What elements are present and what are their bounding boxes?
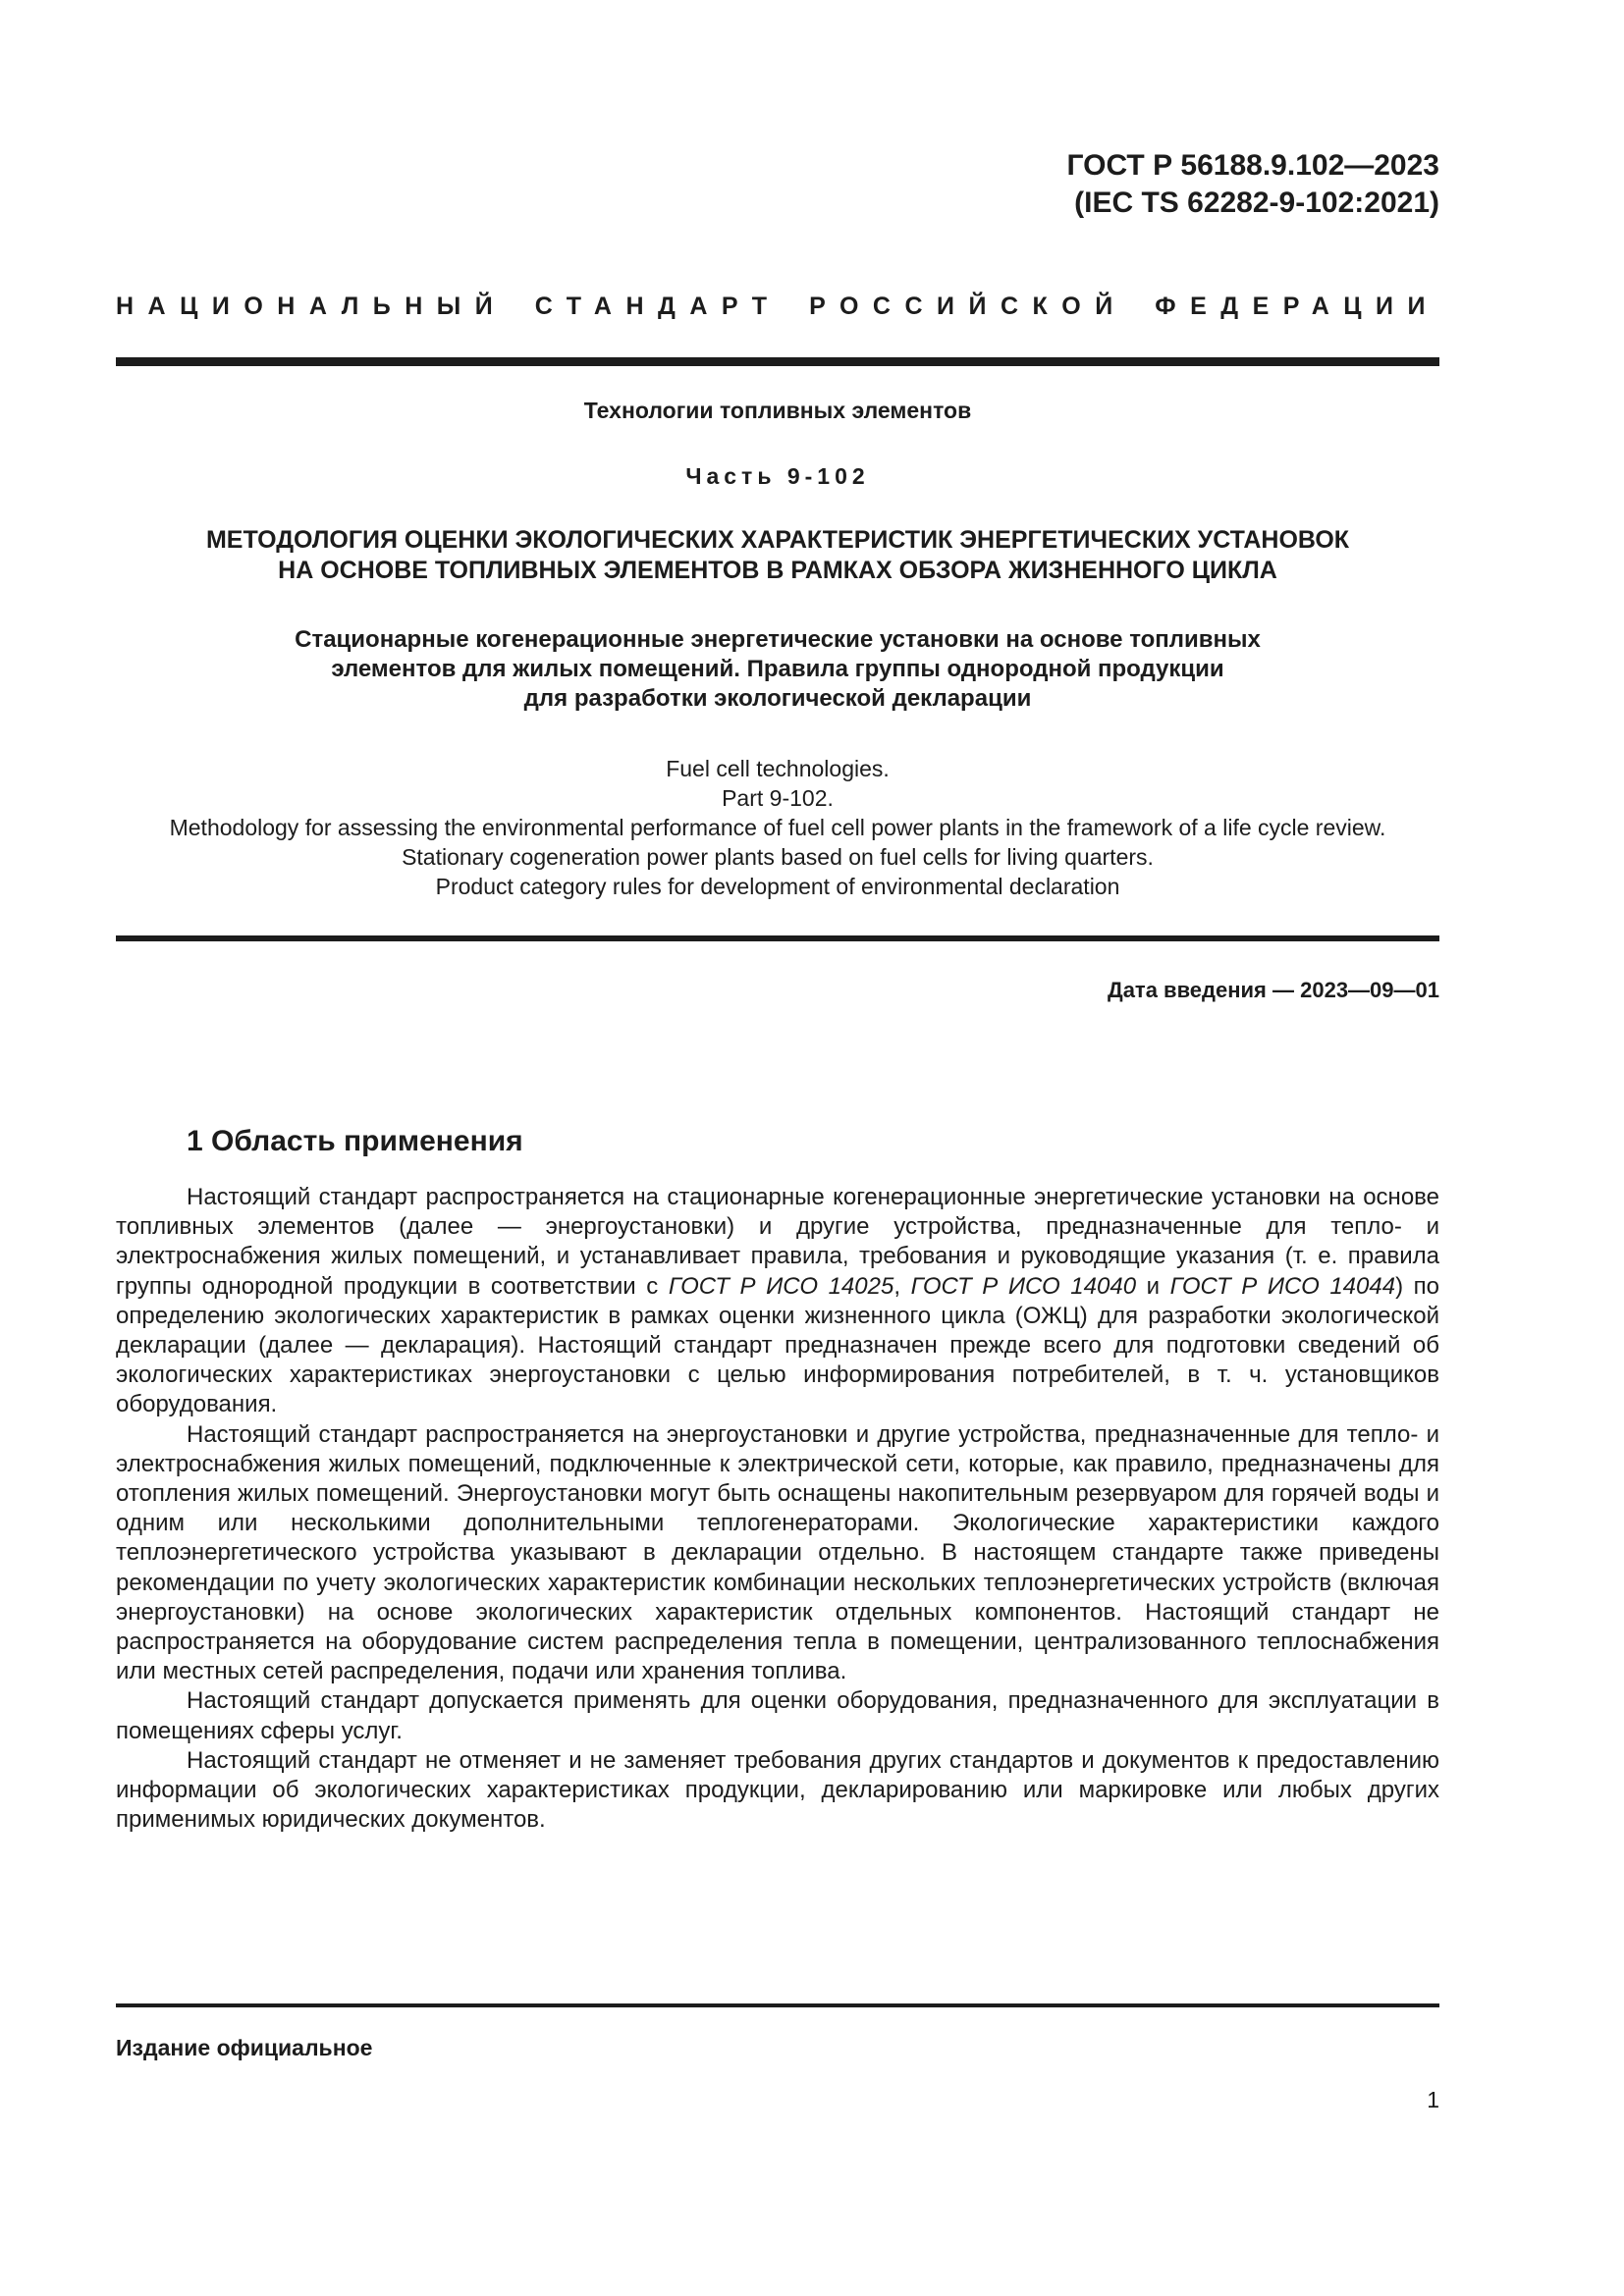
main-title-line: НА ОСНОВЕ ТОПЛИВНЫХ ЭЛЕМЕНТОВ В РАМКАХ ОБЗОРА ЖИЗНЕННОГО ЦИКЛА <box>278 557 1277 584</box>
english-title-line: Methodology for assessing the environmental performance of fuel cell power plants in the framework of a life cycle review. <box>169 815 1386 840</box>
separator-text: , <box>893 1272 911 1300</box>
subtitle-line: элементов для жилых помещений. Правила группы однородной продукции <box>331 656 1224 682</box>
technology-title: Технологии топливных элементов <box>583 398 972 423</box>
main-title <box>116 525 1439 586</box>
separator-text: и <box>1136 1272 1170 1300</box>
english-title <box>116 754 1439 901</box>
standard-number: ГОСТ Р 56188.9.102—2023 <box>1066 149 1439 182</box>
page-number: 1 <box>1427 2087 1439 2112</box>
main-title-line: МЕТОДОЛОГИЯ ОЦЕНКИ ЭКОЛОГИЧЕСКИХ ХАРАКТЕРИСТИК ЭНЕРГЕТИЧЕСКИХ УСТАНОВОК <box>205 526 1350 554</box>
introduction-date: Дата введения — 2023—09—01 <box>1108 978 1439 1002</box>
english-title-line: Fuel cell technologies. <box>666 756 890 781</box>
middle-divider <box>116 935 1439 941</box>
paragraph <box>116 1183 1439 1420</box>
official-edition-label: Издание официальное <box>116 2035 373 2060</box>
section-body <box>116 1183 1439 1835</box>
paragraph-text: ) по определению экологических характеристик в рамках оценки жизненного цикла (ОЖЦ) для разработки экологической декларации (далее — декларация). Настоящий стандарт предназначен прежде всего для подготовки сведений об экологических характеристиках энергоустановки с целью информирования потребителей, в т. ч. установщиков оборудования. <box>116 1272 1439 1418</box>
section-heading: 1 Область применения <box>187 1125 523 1157</box>
subtitle-line: для разработки экологической декларации <box>523 685 1032 712</box>
paragraph: Настоящий стандарт не отменяет и не заменяет требования других стандартов и документов к предоставлению информации об экологических характеристиках продукции, декларированию или маркировке или любых других применимых юридических документов. <box>116 1746 1439 1834</box>
english-title-line: Stationary cogeneration power plants based on fuel cells for living quarters. <box>402 844 1154 870</box>
subtitle-line: Стационарные когенерационные энергетические установки на основе топливных <box>295 626 1261 653</box>
part-title: Часть 9-102 <box>685 463 870 489</box>
standard-reference: ГОСТ Р ИСО 14040 <box>910 1272 1137 1300</box>
standard-designation <box>1067 147 1439 222</box>
english-title-line: Part 9-102. <box>722 785 834 811</box>
subtitle <box>116 625 1439 714</box>
footer-divider <box>116 2003 1439 2007</box>
paragraph: Настоящий стандарт допускается применять для оценки оборудования, предназначенного для эксплуатации в помещениях сферы услуг. <box>116 1687 1439 1744</box>
top-divider <box>116 357 1439 366</box>
standard-reference: ГОСТ Р ИСО 14025 <box>668 1272 894 1300</box>
iec-number: (IEC TS 62282-9-102:2021) <box>1074 187 1439 219</box>
paragraph: Настоящий стандарт распространяется на энергоустановки и другие устройства, предназначенные для тепло- и электроснабжения жилых помещений, подключенные к электрической сети, которые, как правило, предназначены для отопления жилых помещений. Энергоустановки могут быть оснащены накопительным резервуаром для горячей воды и одним или несколькими дополнительными теплогенераторами. Экологические характеристики каждого теплоэнергетического устройства указывают в декларации отдельно. В настоящем стандарте также приведены рекомендации по учету экологических характеристик комбинации нескольких теплоэнергетических устройств (включая энергоустановки) на основе экологических характеристик отдельных компонентов. Настоящий стандарт не распространяется на оборудование систем распределения тепла в помещении, централизованного теплоснабжения или местных сетей распределения, подачи или хранения топлива. <box>116 1420 1439 1685</box>
paragraph-text: Настоящий стандарт распространяется на стационарные когенерационные энергетические установки на основе топливных элементов (далее — энергоустановки) и другие устройства, предназначенные для тепло- и электроснабжения жилых помещений, и устанавливает правила, требования и руководящие указания (т. е. правила группы однородной продукции в соответствии с <box>116 1184 1439 1300</box>
national-standard-label: НАЦИОНАЛЬНЫЙ СТАНДАРТ РОССИЙСКОЙ ФЕДЕРАЦИИ <box>116 293 1439 320</box>
standard-reference: ГОСТ Р ИСО 14044 <box>1169 1272 1396 1300</box>
english-title-line: Product category rules for development of environmental declaration <box>435 874 1120 899</box>
